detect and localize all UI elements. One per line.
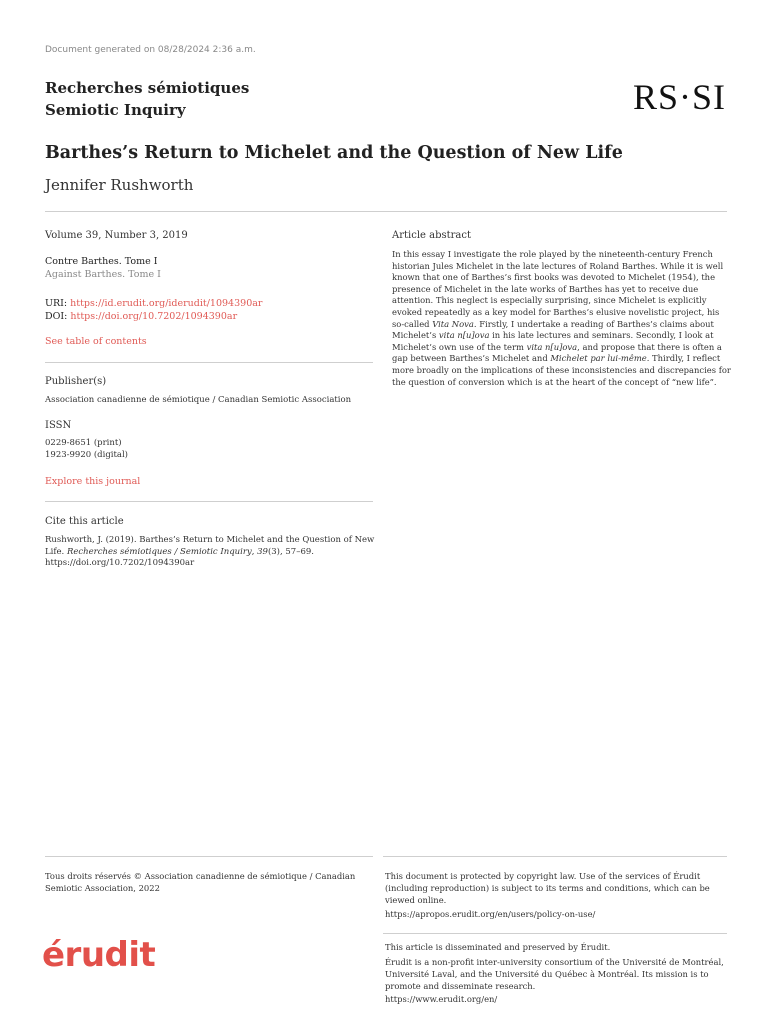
- issue-title: Contre Barthes. Tome I: [45, 256, 158, 267]
- abstract-part-1: In this essay I investigate the role played by the nineteenth-century French historian Jules Michelet in the late lectures of Roland Barthes. While it is well known that one of Barthes’s first books was devoted to Michelet (1954), the presence of Michelet in the late works of Barthes has yet to receive due attention. This neglect is especially surprising, since Michelet is explicitly evoked repeatedly as a key model for Barthes’s elusive novelistic project, his so-called: [392, 249, 724, 329]
- header-divider: [45, 211, 727, 212]
- abstract-italic-2: vita n[u]ova: [438, 330, 490, 341]
- citation-line-1: Rushworth, J. (2019). Barthes’s Return to Michelet and the Question of New: [45, 535, 375, 545]
- footer-divider-left: [45, 856, 373, 857]
- citation-journal: Recherches sémiotiques / Semiotic Inquiry: [66, 546, 252, 557]
- citation-volume: 39: [257, 546, 268, 557]
- uri-label: URI:: [45, 298, 68, 309]
- citation-doi: https://doi.org/10.7202/1094390ar: [45, 558, 195, 568]
- dissemination-notice: This article is disseminated and preserved by Érudit.: [385, 942, 611, 952]
- left-divider-1: [45, 362, 373, 363]
- citation-life: Life.: [45, 546, 67, 557]
- publisher-name: Association canadienne de sémiotique / Canadian Semiotic Association: [45, 395, 352, 405]
- volume-info: Volume 39, Number 3, 2019: [45, 230, 188, 241]
- erudit-logo: érudit: [42, 935, 156, 975]
- doi-link[interactable]: https://doi.org/10.7202/1094390ar: [70, 311, 238, 322]
- rssi-logo: RS·SI: [632, 77, 726, 117]
- journal-name: [45, 77, 249, 121]
- abstract-text: [392, 249, 732, 388]
- uri-line: [45, 297, 262, 310]
- issn-digital: 1923-9920 (digital): [45, 449, 128, 460]
- publisher-label: Publisher(s): [45, 376, 107, 387]
- cite-label: Cite this article: [45, 516, 124, 527]
- identifiers: [45, 297, 262, 323]
- abstract-italic-3: vita n[u]ova: [526, 341, 578, 352]
- rights-notice: Tous droits réservés © Association canadienne de sémiotique / Canadian Semiotic Association, 2022: [45, 871, 356, 893]
- doi-line: [45, 310, 262, 323]
- abstract-part-3: in his late lectures and seminars. Secondly, I look at Michelet’s own use of the term: [392, 330, 714, 352]
- abstract-part-5: . Thirdly, I reflect more broadly on the implications of these inconsistencies and discrepancies for the question of conversion which is at the heart of the concept of “new life”.: [392, 353, 731, 387]
- abstract-italic-4: Michelet par lui-même: [550, 353, 647, 364]
- abstract-part-2: . Firstly, I undertake a reading of Barthes’s claims about Michelet’s: [392, 318, 714, 341]
- issn-print: 0229-8651 (print): [45, 438, 122, 448]
- issue-subtitle: Against Barthes. Tome I: [45, 269, 161, 280]
- erudit-description: Érudit is a non-profit inter-university consortium of the Université de Montréal, Université Laval, and the Université du Québec à Montréal. Its mission is to promote and disseminate research.: [385, 957, 724, 991]
- copyright-notice: This document is protected by copyright law. Use of the services of Érudit (including reproduction) is subject to its terms and conditions, which can be viewed online.: [385, 871, 710, 905]
- article-author: Jennifer Rushworth: [45, 176, 194, 194]
- journal-name-en: Semiotic Inquiry: [45, 101, 186, 119]
- issn-values: [45, 438, 128, 461]
- abstract-label: Article abstract: [392, 230, 471, 241]
- footer-divider-right-2: [383, 933, 727, 934]
- abstract-italic-1: Vita Nova: [432, 318, 474, 329]
- left-divider-2: [45, 501, 373, 502]
- issn-label: ISSN: [45, 420, 72, 431]
- doi-label: DOI:: [45, 311, 68, 322]
- toc-link[interactable]: See table of contents: [45, 336, 147, 347]
- generated-date: Document generated on 08/28/2024 2:36 a.m.: [45, 45, 256, 55]
- journal-name-fr: Recherches sémiotiques: [45, 79, 250, 97]
- citation-line-2: [45, 547, 375, 559]
- citation-pages: (3), 57–69.: [267, 546, 314, 557]
- citation: [45, 535, 375, 570]
- erudit-link[interactable]: https://www.erudit.org/en/: [385, 994, 498, 1004]
- explore-journal-link[interactable]: Explore this journal: [45, 476, 141, 487]
- issue-title-block: [45, 255, 161, 281]
- policy-link[interactable]: https://apropos.erudit.org/en/users/policy-on-use/: [385, 909, 596, 919]
- uri-link[interactable]: https://id.erudit.org/iderudit/1094390ar: [70, 298, 263, 309]
- citation-sep: ,: [251, 546, 258, 557]
- article-title: Barthes’s Return to Michelet and the Question of New Life: [45, 143, 623, 163]
- footer-divider-right: [383, 856, 727, 857]
- abstract-part-4: , and propose that there is often a gap between Barthes’s Michelet and: [392, 341, 722, 364]
